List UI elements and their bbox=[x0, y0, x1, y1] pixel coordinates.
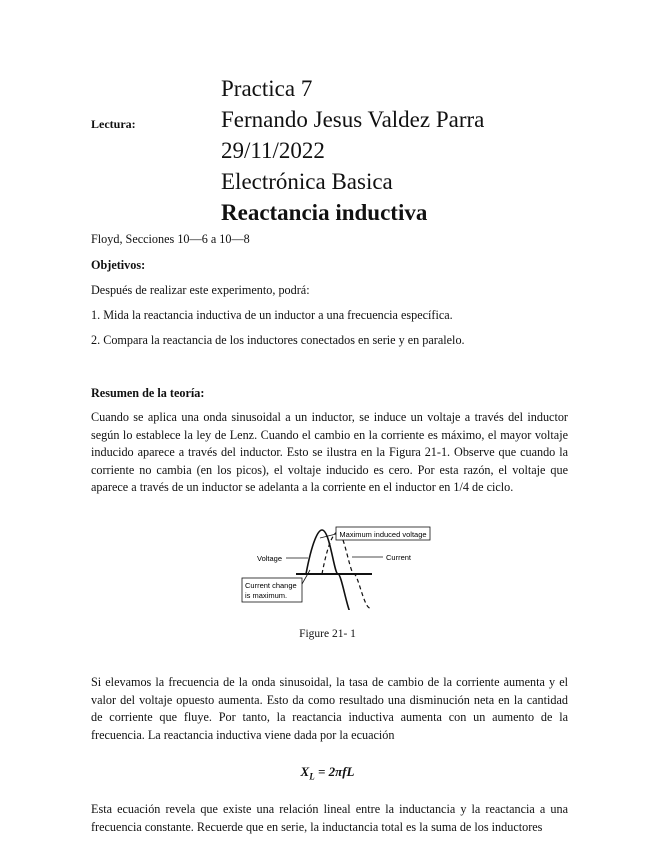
resumen-paragraph-1: Cuando se aplica una onda sinusoidal a un inductor, se induce un voltaje a través del inductor según lo establece la ley de Lenz. Cuando el cambio en la corriente es máximo, el mayor voltaje inducido aparece a través del inductor. Esto se ilustra en la Figura 21-1. Observe que cuando la corriente no cambia (en los picos), el voltaje inducido es cero. Por esta razón, el voltaje que aparece a través de un inductor se adelanta a la corriente en el inductor en 1/4 de ciclo. bbox=[91, 410, 568, 494]
figure-caption: Figure 21- 1 bbox=[299, 628, 356, 640]
current-label: Current bbox=[386, 553, 412, 562]
course-name: Electrónica Basica bbox=[221, 169, 393, 194]
document-header bbox=[221, 73, 484, 228]
figure-21-1 bbox=[240, 522, 440, 610]
objetivos-intro: Después de realizar este experimento, podrá: bbox=[91, 283, 310, 297]
equation-rhs: = 2πfL bbox=[314, 764, 355, 779]
inductive-reactance-equation bbox=[0, 764, 655, 782]
max-voltage-label: Maximum induced voltage bbox=[339, 530, 427, 539]
voltage-label: Voltage bbox=[257, 554, 283, 563]
objetivo-item-1: 1. Mida la reactancia inductiva de un inductor a una frecuencia específica. bbox=[91, 308, 453, 322]
equation-lhs: X bbox=[300, 764, 310, 779]
lectura-label: Lectura: bbox=[91, 117, 136, 131]
objetivo-item-2: 2. Compara la reactancia de los inductores conectados en serie y en paralelo. bbox=[91, 333, 465, 347]
equation-subscript: L bbox=[309, 771, 315, 782]
resumen-heading: Resumen de la teoría: bbox=[91, 386, 205, 400]
current-change-label-2: is maximum. bbox=[245, 591, 288, 600]
document-date: 29/11/2022 bbox=[221, 138, 325, 163]
reference-text: Floyd, Secciones 10—6 a 10—8 bbox=[91, 232, 250, 246]
resumen-paragraph-2: Si elevamos la frecuencia de la onda sinusoidal, la tasa de cambio de la corriente aumenta y el valor del voltaje opuesto aumenta. Esto da como resultado una disminución neta en la cantidad de corriente que fluye. Por tanto, la reactancia inductiva aumenta con un aumento de la frecuencia. La reactancia inductiva viene dada por la ecuación bbox=[91, 675, 568, 742]
current-change-label-1: Current change bbox=[245, 581, 297, 590]
practice-number: Practica 7 bbox=[221, 76, 313, 101]
author-name: Fernando Jesus Valdez Parra bbox=[221, 107, 485, 132]
objetivos-heading: Objetivos: bbox=[91, 258, 146, 272]
voltage-wave bbox=[306, 530, 354, 610]
resumen-paragraph-3: Esta ecuación revela que existe una relación lineal entre la inductancia y la reactancia a una frecuencia constante. Recuerde que en serie, la inductancia total es la suma de los inductores bbox=[91, 802, 568, 834]
document-title: Reactancia inductiva bbox=[221, 200, 428, 225]
